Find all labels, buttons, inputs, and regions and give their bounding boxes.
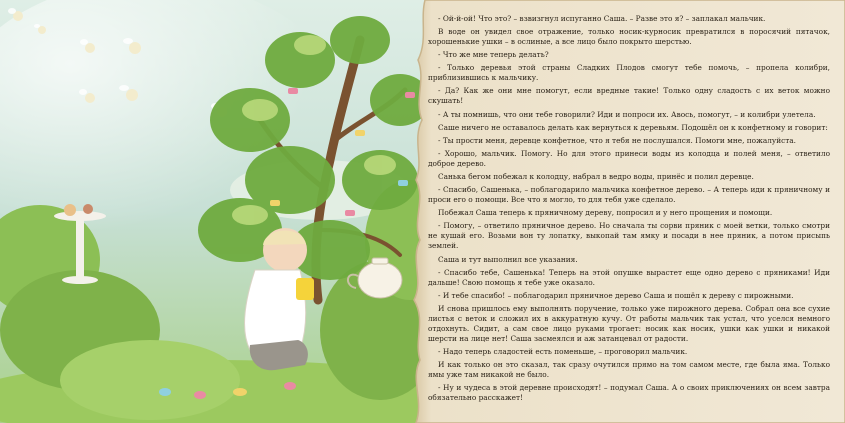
ground-candy <box>194 391 206 399</box>
candy-icon <box>288 88 298 94</box>
story-paragraph: И как только он это сказал, так сразу очутился прямо на том самом месте, где была яма. Только ямы уже там никакой не было. <box>428 360 830 379</box>
candy-icon <box>405 92 415 98</box>
story-paragraph: - Спасибо тебе, Сашенька! Теперь на этой опушке вырастет еще одно дерево с пряниками! Иди дальше! Свою помощь я тебе уже оказало. <box>428 267 830 287</box>
story-paragraph: - Что же мне теперь делать? <box>438 50 549 60</box>
ground-candy <box>233 388 247 396</box>
candy-icon <box>355 130 365 136</box>
story-paragraph: Саша и тут выполнил все указания. <box>438 254 578 264</box>
story-paragraph: - Да? Как же они мне помогут, если вредные такие! Только одну сладость с их веток можно скушать! <box>428 86 830 106</box>
story-paragraph: - Только деревья этой страны Сладких Плодов смогут тебе помочь, – пропела колибри, приблизившись к мальчику. <box>428 63 830 83</box>
story-paragraph: - И тебе спасибо! – поблагодарил пряничное дерево Саша и пошёл к дереву с пирожными. <box>438 290 794 300</box>
story-paragraph: - Спасибо, Сашенька, – поблагодарило мальчика конфетное дерево. – А теперь иди к пряничному и проси его о помощи. Все что я могло, то для тебя уже сделало. <box>428 185 830 205</box>
story-paragraph: - Надо теперь сладостей есть поменьше, – проговорил мальчик. <box>438 346 688 356</box>
story-paragraph: - А ты помнишь, что они тебе говорили? Иди и попроси их. Авось, помогут, – и колибри улетела. <box>438 109 816 119</box>
story-paragraph: - Ты прости меня, деревце конфетное, что я тебя не послушался. Помоги мне, пожалуйста. <box>438 135 797 145</box>
story-paragraph: Санька бегом побежал к колодцу, набрал в ведро воды, принёс и полил деревце. <box>438 172 754 182</box>
story-paragraph: В воде он увидел свое отражение, только носик-курносик превратился в поросячий пятачок, хорошенькие ушки – в ослиные, а все лицо было покрыто шерстью. <box>428 27 830 47</box>
ground-candy <box>284 382 296 390</box>
candy-icon <box>345 210 355 216</box>
story-paragraph: Саше ничего не оставалось делать как вернуться к деревьям. Подошёл он к конфетному и говорит: <box>438 122 828 132</box>
candy-icon <box>270 200 280 206</box>
story-paragraph: - Помогу, – ответило пряничное дерево. Но сначала ты сорви пряник с моей ветки, только смотри не кушай его. Возьми вон ту лопатку, выкопай там ямку и посади в нее пряник, а потом присыпь землей. <box>428 221 830 251</box>
story-paragraph: И снова пришлось ему выполнять поручение, только уже пирожного дерева. Собрал она все сухие листья с веток и сложил их в аккуратную кучу. От работы мальчик так устал, что уселся немного отдохнуть. Сидит, а сам свое лицо руками трогает: носик как носик, ушки как ушки и никакой шерсти на лице нет! Саша засмеялся и аж затанцевал от радости. <box>428 303 830 343</box>
candy-icon <box>398 180 408 186</box>
ground-candy <box>159 388 171 396</box>
bush <box>60 340 240 420</box>
story-text <box>428 14 830 412</box>
story-paragraph: - Ну и чудеса в этой деревне происходят! – подумал Саша. А о своих приключениях он всем завтра обязательно расскажет! <box>428 383 830 403</box>
story-paragraph: Побежал Саша теперь к пряничному дереву, попросил и у него прощения и помощи. <box>438 208 773 218</box>
story-paragraph: - Хорошо, мальчик. Помогу. Но для этого принеси воды из колодца и полей меня, – ответило доброе дерево. <box>428 148 830 168</box>
story-paragraph: - Ой-й-ой! Что это? – взвизгнул испуганно Саша. – Разве это я? – заплакал мальчик. <box>438 14 766 23</box>
